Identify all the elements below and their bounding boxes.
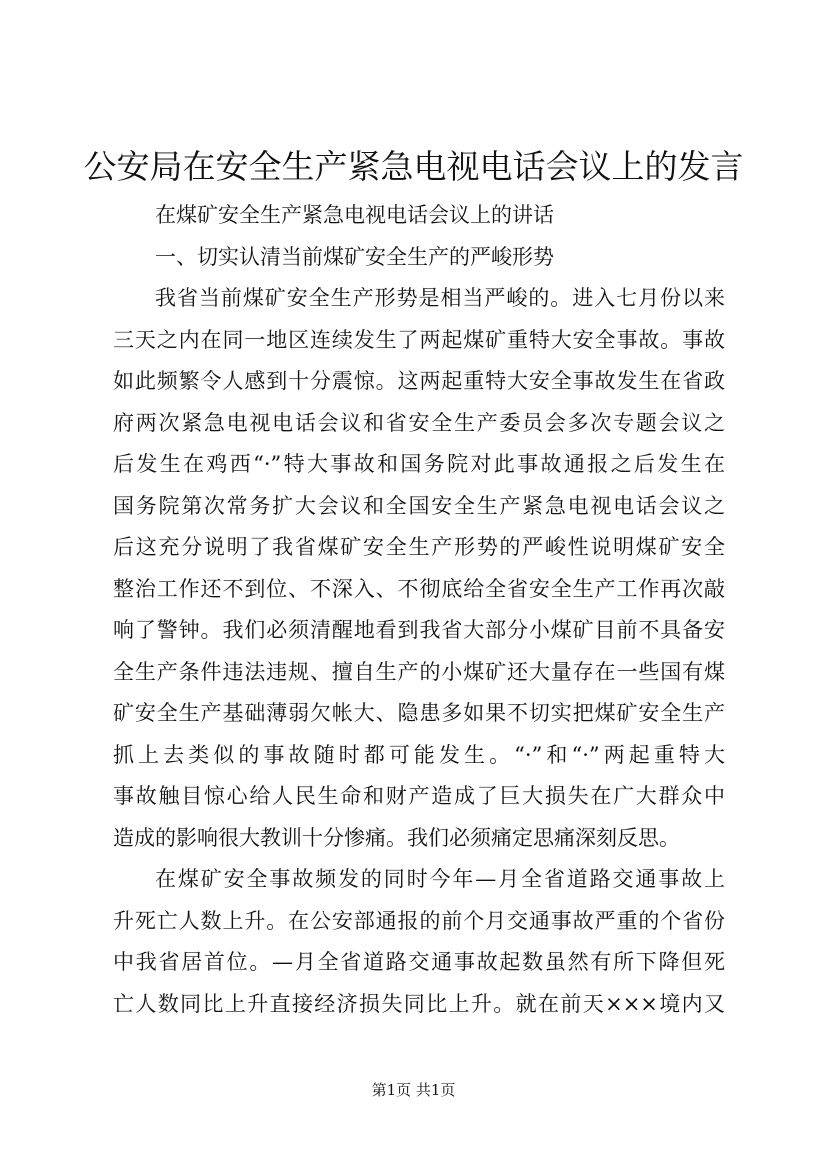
paragraph-line: 我省当前煤矿安全生产形势是相当严峻的。进入七月份以来 <box>155 286 725 310</box>
paragraph-line: 如此频繁令人感到十分震惊。这两起重特大安全事故发生在省政 <box>113 369 725 393</box>
paragraph-line: 升死亡人数上升。在公安部通报的前个月交通事故严重的个省份 <box>113 908 725 933</box>
paragraph-line: 造成的影响很大教训十分惨痛。我们必须痛定思痛深刻反思。 <box>113 825 680 850</box>
paragraph-line: 整治工作还不到位、不深入、不彻底给全省安全生产工作再次敲 <box>113 576 725 601</box>
subtitle-line: 在煤矿安全生产紧急电视电话会议上的讲话 <box>155 203 554 227</box>
document-body <box>113 195 725 1025</box>
paragraph-line: 后这充分说明了我省煤矿安全生产形势的严峻性说明煤矿安全 <box>113 535 725 559</box>
page-footer: 第1页 共1页 <box>371 1081 456 1099</box>
paragraph-line: 抓上去类似的事故随时都可能发生。“·”和“·”两起重特大 <box>113 742 725 767</box>
document-title: 公安局在安全生产紧急电视电话会议上的发言 <box>83 147 744 186</box>
paragraph-line: 全生产条件违法违规、擅自生产的小煤矿还大量存在一些国有煤 <box>113 659 725 684</box>
section-heading: 一、切实认清当前煤矿安全生产的严峻形势 <box>155 244 554 269</box>
paragraph-line: 在煤矿安全事故频发的同时今年—月全省道路交通事故上 <box>155 867 725 891</box>
paragraph-line: 后发生在鸡西“·”特大事故和国务院对此事故通报之后发生在 <box>113 452 725 476</box>
paragraph-line: 中我省居首位。—月全省道路交通事故起数虽然有所下降但死 <box>113 950 725 974</box>
paragraph-line: 国务院第次常务扩大会议和全国安全生产紧急电视电话会议之 <box>113 493 725 518</box>
paragraph-line: 府两次紧急电视电话会议和省安全生产委员会多次专题会议之 <box>113 410 725 435</box>
paragraph-line: 响了警钟。我们必须清醒地看到我省大部分小煤矿目前不具备安 <box>113 618 725 642</box>
paragraph-line: 三天之内在同一地区连续发生了两起煤矿重特大安全事故。事故 <box>113 327 725 352</box>
paragraph-line: 亡人数同比上升直接经济损失同比上升。就在前天×××境内又 <box>113 991 725 1016</box>
paragraph-line: 矿安全生产基础薄弱欠帐大、隐患多如果不切实把煤矿安全生产 <box>113 701 725 725</box>
paragraph-line: 事故触目惊心给人民生命和财产造成了巨大损失在广大群众中 <box>113 784 725 808</box>
